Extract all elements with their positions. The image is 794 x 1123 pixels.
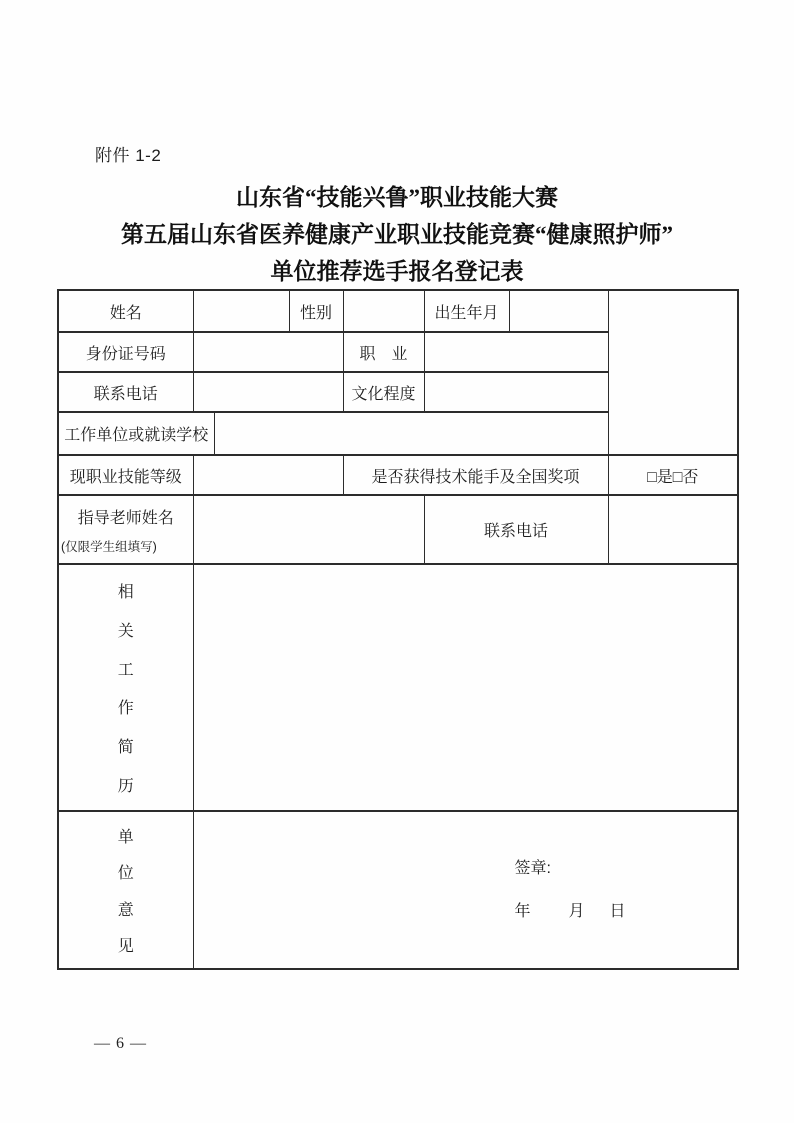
advisor-label-cell (58, 495, 193, 564)
advisor-note: (仅限学生组填写) (61, 539, 157, 554)
advisor-label: 指导老师姓名 (77, 509, 174, 527)
row-name-gender-birth (58, 290, 738, 332)
attachment-label: 附件 1-2 (95, 146, 162, 165)
advisor-name-value-cell (193, 495, 424, 564)
row-skill-award (58, 455, 738, 495)
row-advisor (58, 495, 738, 564)
award-question-label: 是否获得技术能手及全国奖项 (343, 455, 608, 495)
resume-vertical-label (59, 571, 193, 804)
competition-title-line1: 山东省“技能兴鲁”职业技能大赛 (236, 185, 558, 210)
date-line (515, 902, 738, 922)
phone-label: 联系电话 (58, 372, 193, 412)
form-title: 单位推荐选手报名登记表 (270, 259, 524, 284)
resume-label-char: 工 (117, 661, 134, 679)
skill-level-label: 现职业技能等级 (58, 455, 193, 495)
resume-label-char: 历 (117, 778, 134, 796)
id-number-label: 身份证号码 (58, 332, 193, 372)
name-label: 姓名 (58, 290, 193, 332)
resume-label-cell (58, 564, 193, 811)
resume-content-cell (193, 564, 738, 811)
resume-label-char: 相 (117, 583, 134, 601)
phone-value-cell (193, 372, 343, 412)
seal-label: 签章: (514, 859, 551, 877)
opinion-vertical-label (59, 817, 193, 963)
opinion-label-char: 见 (117, 938, 134, 956)
title-block (0, 179, 794, 290)
seal-block (194, 859, 738, 922)
row-resume (58, 564, 738, 811)
resume-label-char: 作 (117, 700, 134, 718)
workunit-value-cell (214, 412, 608, 455)
gender-value-cell (343, 290, 424, 332)
opinion-label-char: 单 (117, 828, 134, 846)
gender-label: 性别 (289, 290, 343, 332)
name-value-cell (193, 290, 289, 332)
photo-cell (608, 290, 738, 455)
date-month-label: 月 (568, 902, 585, 920)
skill-level-value-cell (193, 455, 343, 495)
page-number: — 6 — (94, 1035, 147, 1052)
resume-label-char: 简 (117, 739, 134, 757)
opinion-label-char: 位 (117, 865, 134, 883)
competition-title-line2: 第五届山东省医养健康产业职业技能竞赛“健康照护师” (121, 222, 673, 247)
education-value-cell (424, 372, 608, 412)
birth-value-cell (509, 290, 608, 332)
date-day-label: 日 (609, 902, 626, 920)
row-unit-opinion (58, 811, 738, 969)
workunit-label: 工作单位或就读学校 (58, 412, 214, 455)
occupation-value-cell (424, 332, 608, 372)
education-label: 文化程度 (343, 372, 424, 412)
birth-label: 出生年月 (424, 290, 509, 332)
advisor-phone-value-cell (608, 495, 738, 564)
id-number-value-cell (193, 332, 343, 372)
occupation-label: 职 业 (343, 332, 424, 372)
opinion-label-char: 意 (117, 901, 134, 919)
resume-label-char: 关 (117, 622, 134, 640)
advisor-phone-label: 联系电话 (424, 495, 608, 564)
opinion-content-cell (193, 811, 738, 969)
date-year-label: 年 (514, 902, 531, 920)
award-options: □是□否 (608, 455, 738, 495)
registration-form-table (57, 289, 739, 970)
opinion-label-cell (58, 811, 193, 969)
